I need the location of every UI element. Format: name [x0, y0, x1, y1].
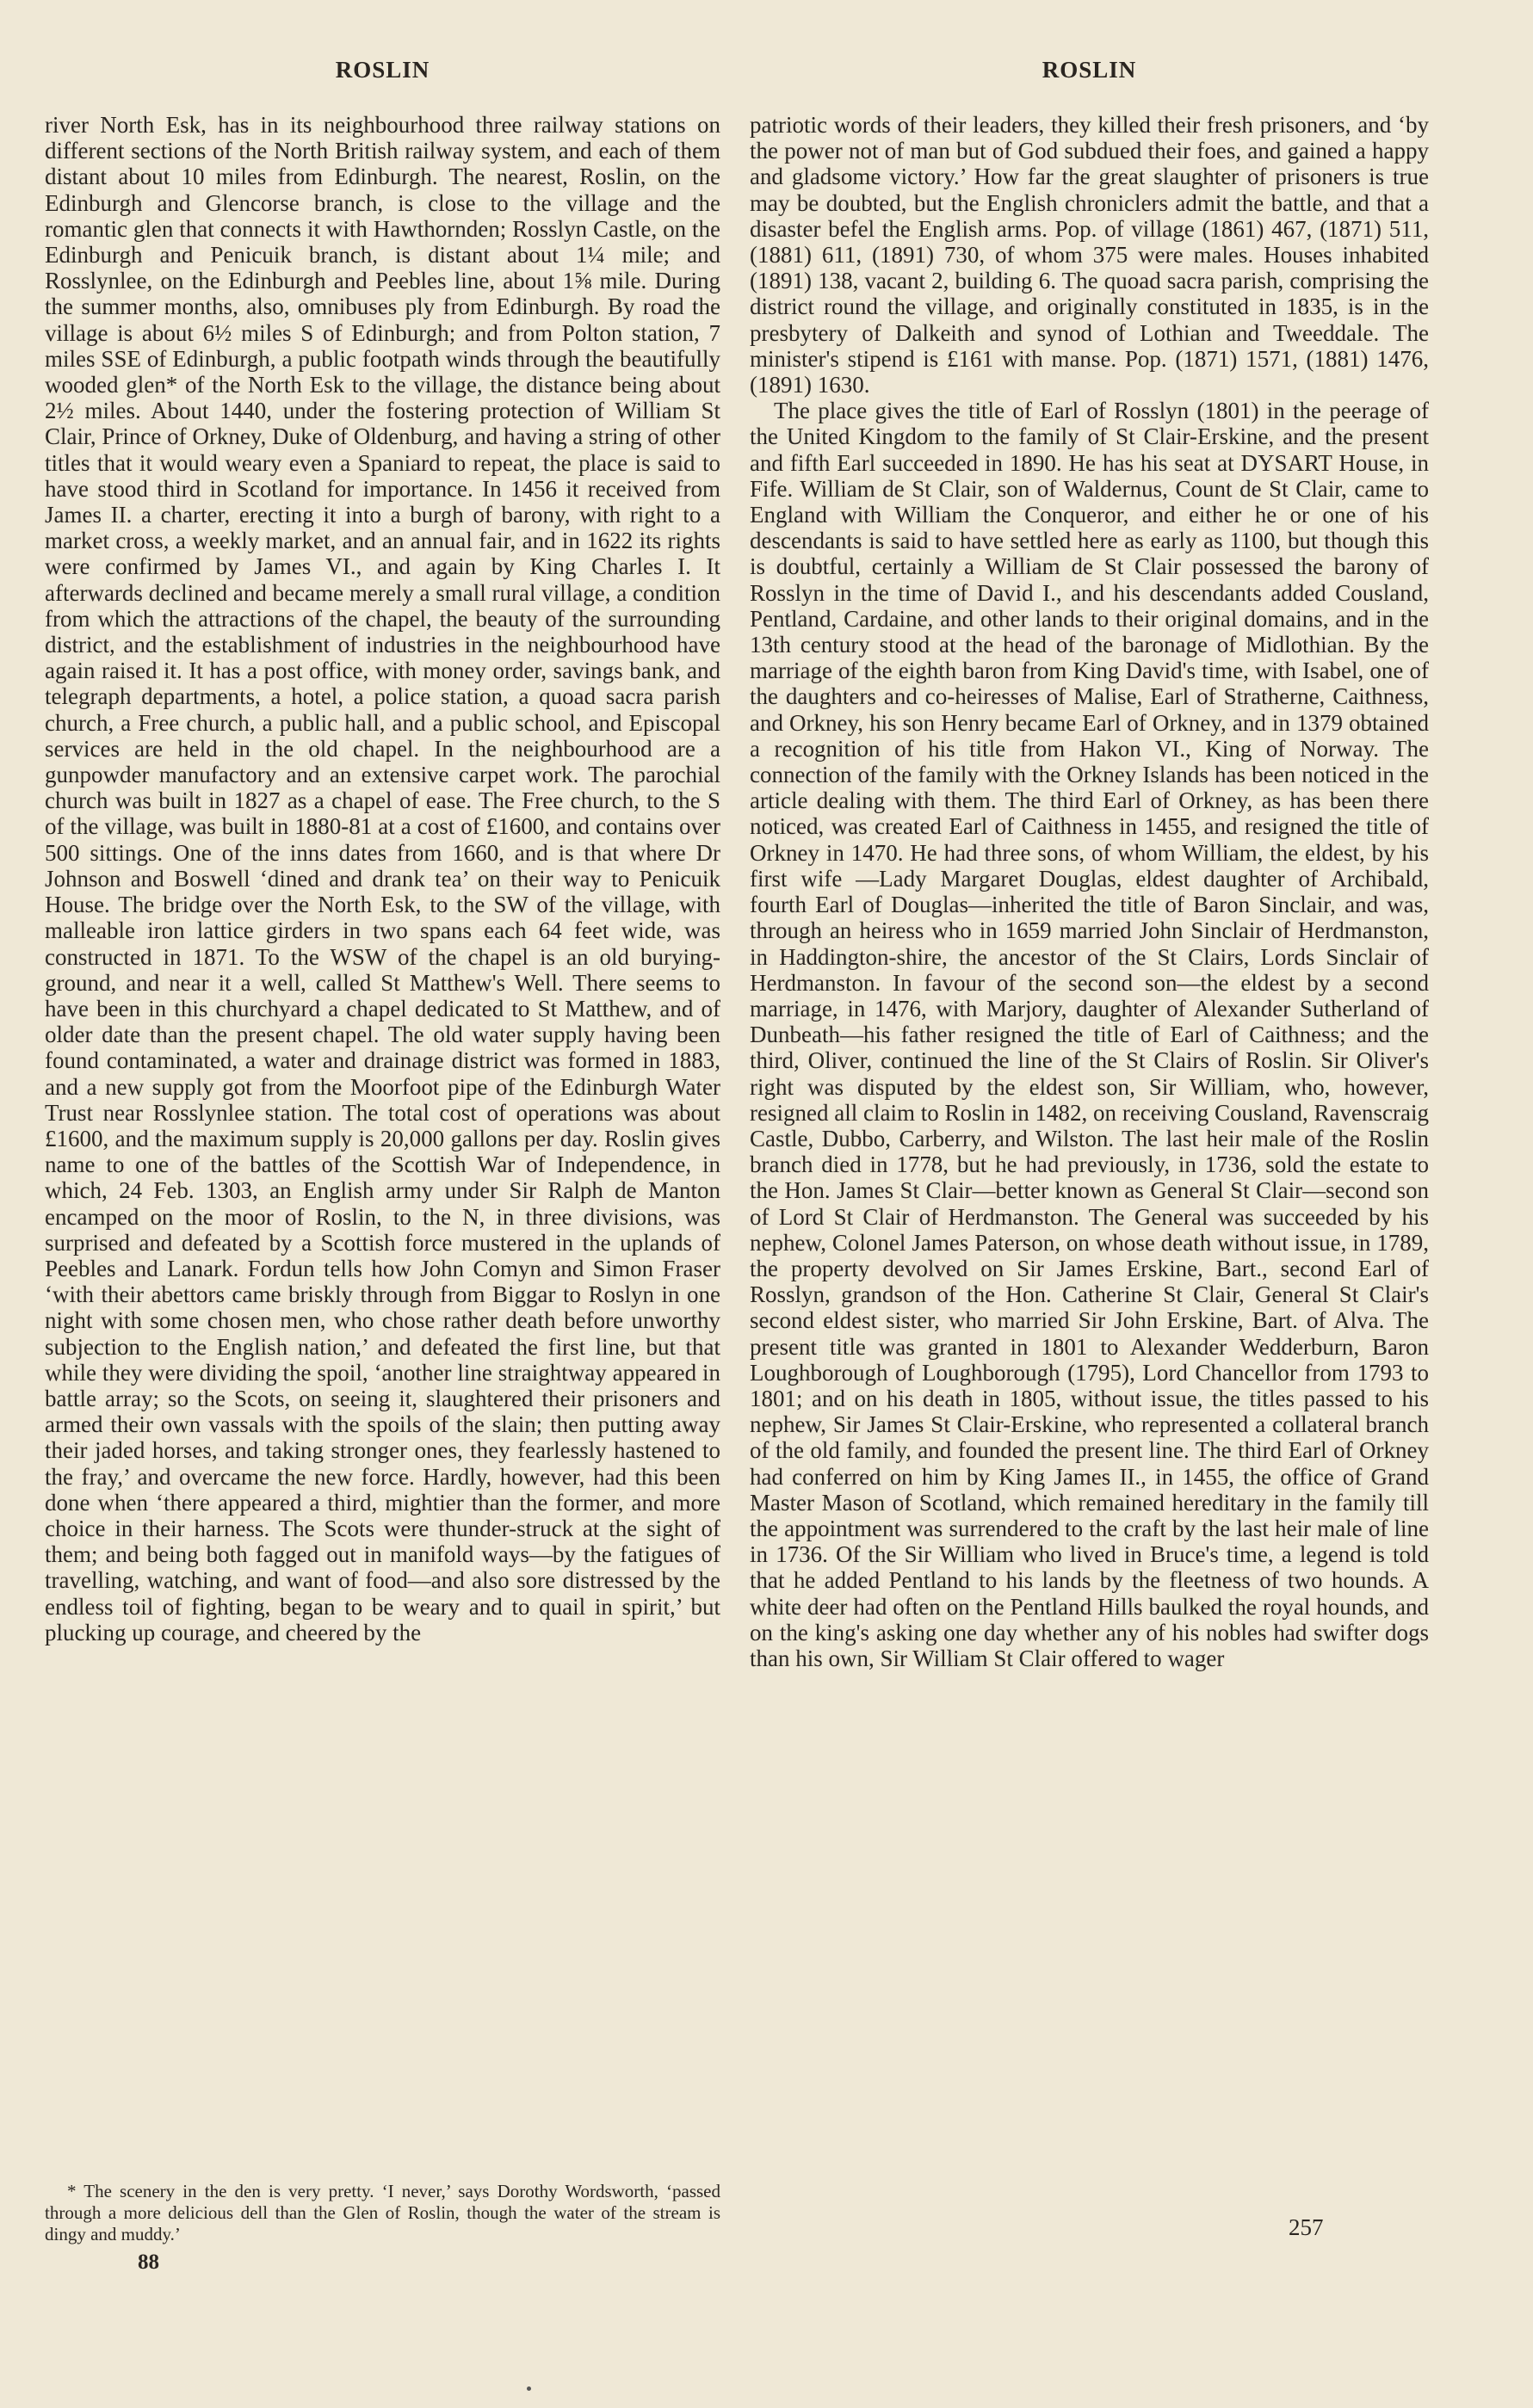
left-column [45, 0, 720, 2408]
right-column [750, 0, 1429, 2408]
running-head-left: ROSLIN [335, 57, 430, 83]
running-head-right: ROSLIN [1042, 57, 1137, 83]
left-column-body [45, 112, 720, 1645]
right-column-body [750, 112, 1429, 1671]
page-number-right: 257 [1289, 2214, 1324, 2240]
paragraph: patriotic words of their leaders, they killed their fresh prisoners, and ‘by the power not of man but of God subdued their foes, and gained a happy and gladsome victory.’ How far the great slaughter of prisoners is true may be doubted, but the English chroniclers admit the battle, and that a disaster befel the English arms. Pop. of village (1861) 467, (1871) 511, (1881) 611, (1891) 730, of whom 375 were males. Houses inhabited (1891) 138, vacant 2, building 6. The quoad sacra parish, comprising the district round the village, and originally constituted in 1835, is in the presbytery of Dalkeith and synod of Lothian and Tweeddale. The minister's stipend is £161 with manse. Pop. (1871) 1571, (1881) 1476, (1891) 1630. [750, 112, 1429, 398]
paragraph: The place gives the title of Earl of Rosslyn (1801) in the peerage of the United Kingdom to the family of St Clair-Erskine, and the present and fifth Earl succeeded in 1890. He has his seat at DYSART House, in Fife. William de St Clair, son of Waldernus, Count de St Clair, came to England with William the Conqueror, and either he or one of his descendants is said to have settled here as early as 1100, but though this is doubtful, certainly a William de St Clair possessed the barony of Rosslyn in the time of David I., and his descendants added Cousland, Pentland, Cardaine, and other lands to their original domains, and in the 13th century stood at the head of the baronage of Midlothian. By the marriage of the eighth baron from King David's time, with Isabel, one of the daughters and co-heiresses of Malise, Earl of Stratherne, Caithness, and Orkney, his son Henry became Earl of Orkney, and in 1379 obtained a recognition of his title from Hakon VI., King of Norway. The connection of the family with the Orkney Islands has been noticed in the article dealing with them. The third Earl of Orkney, as has been there noticed, was created Earl of Caithness in 1455, and resigned the title of Orkney in 1470. He had three sons, of whom William, the eldest, by his first wife —Lady Margaret Douglas, eldest daughter of Archibald, fourth Earl of Douglas—inherited the title of Baron Sinclair, and was, through an heiress who in 1659 married John Sinclair of Herdmanston, in Haddington-shire, the ancestor of the St Clairs, Lords Sinclair of Herdmanston. In favour of the second son—the eldest by a second marriage, in 1476, with Marjory, daughter of Alexander Sutherland of Dunbeath—his father resigned the title of Earl of Caithness; and the third, Oliver, continued the line of the St Clairs of Roslin. Sir Oliver's right was disputed by the eldest son, Sir William, who, however, resigned all claim to Roslin in 1482, on receiving Cousland, Ravenscraig Castle, Dubbo, Carberry, and Wilston. The last heir male of the Roslin branch died in 1778, but he had previously, in 1736, sold the estate to the Hon. James St Clair—better known as General St Clair—second son of Lord St Clair of Herdmanston. The General was succeeded by his nephew, Colonel James Paterson, on whose death without issue, in 1789, the property devolved on Sir James Erskine, Bart., second Earl of Rosslyn, grandson of the Hon. Catherine St Clair, General St Clair's second eldest sister, who married Sir John Erskine, Bart. of Alva. The present title was granted in 1801 to Alexander Wedderburn, Baron Loughborough of Loughborough (1795), Lord Chancellor from 1793 to 1801; and on his death in 1805, without issue, the titles passed to his nephew, Sir James St Clair-Erskine, who represented a collateral branch of the old family, and founded the present line. The third Earl of Orkney had conferred on him by King James II., in 1455, the office of Grand Master Mason of Scotland, which remained hereditary in the family till the appointment was surrendered to the craft by the last heir male of line in 1736. Of the Sir William who lived in Bruce's time, a legend is told that he added Pentland to his lands by the fleetness of two hounds. A white deer had often on the Pentland Hills baulked the royal hounds, and on the king's asking one day whether any of his nobles had swifter dogs than his own, Sir William St Clair offered to wager [750, 398, 1429, 1671]
scan-speck [527, 2386, 531, 2391]
paragraph: river North Esk, has in its neighbourhood three railway stations on different sections of the North British railway system, and each of them distant about 10 miles from Edinburgh. The nearest, Roslin, on the Edinburgh and Glencorse branch, is close to the village and the romantic glen that connects it with Hawthornden; Rosslyn Castle, on the Edinburgh and Penicuik branch, is distant about 1¼ mile; and Rosslynlee, on the Edinburgh and Peebles line, about 1⅝ mile. During the summer months, also, omnibuses ply from Edinburgh. By road the village is about 6½ miles S of Edinburgh; and from Polton station, 7 miles SSE of Edinburgh, a public footpath winds through the beautifully wooded glen* of the North Esk to the village, the distance being about 2½ miles. About 1440, under the fostering protection of William St Clair, Prince of Orkney, Duke of Oldenburg, and having a string of other titles that it would weary even a Spaniard to repeat, the place is said to have stood third in Scotland for importance. In 1456 it received from James II. a charter, erecting it into a burgh of barony, with right to a market cross, a weekly market, and an annual fair, and in 1622 its rights were confirmed by James VI., and again by King Charles I. It afterwards declined and became merely a small rural village, a condition from which the attractions of the chapel, the beauty of the surrounding district, and the establishment of industries in the neighbourhood have again raised it. It has a post office, with money order, savings bank, and telegraph departments, a hotel, a police station, a quoad sacra parish church, a Free church, a public hall, and a public school, and Episcopal services are held in the old chapel. In the neighbourhood are a gunpowder manufactory and an extensive carpet work. The parochial church was built in 1827 as a chapel of ease. The Free church, to the S of the village, was built in 1880-81 at a cost of £1600, and contains over 500 sittings. One of the inns dates from 1660, and is that where Dr Johnson and Boswell ‘dined and drank tea’ on their way to Penicuik House. The bridge over the North Esk, to the SW of the village, with malleable iron lattice girders in two spans each 64 feet wide, was constructed in 1871. To the WSW of the chapel is an old burying-ground, and near it a well, called St Matthew's Well. There seems to have been in this churchyard a chapel dedicated to St Matthew, and of older date than the present chapel. The old water supply having been found contaminated, a water and drainage district was formed in 1883, and a new supply got from the Moorfoot pipe of the Edinburgh Water Trust near Rosslynlee station. The total cost of operations was about £1600, and the maximum supply is 20,000 gallons per day. Roslin gives name to one of the battles of the Scottish War of Independence, in which, 24 Feb. 1303, an English army under Sir Ralph de Manton encamped on the moor of Roslin, to the N, in three divisions, was surprised and defeated by a Scottish force mustered in the uplands of Peebles and Lanark. Fordun tells how John Comyn and Simon Fraser ‘with their abettors came briskly through from Biggar to Roslyn in one night with some chosen men, who chose rather death before unworthy subjection to the English nation,’ and defeated the first line, but that while they were dividing the spoil, ‘another line straightway appeared in battle array; so the Scots, on seeing it, slaughtered their prisoners and armed their own vassals with the spoils of the slain; then putting away their jaded horses, and taking stronger ones, they fearlessly hastened to the fray,’ and overcame the new force. Hardly, however, had this been done when ‘there appeared a third, mightier than the former, and more choice in their harness. The Scots were thunder-struck at the sight of them; and being both fagged out in manifold ways—by the fatigues of travelling, watching, and want of food—and also sore distressed by the endless toil of fighting, began to be weary and to quail in spirit,’ but plucking up courage, and cheered by the [45, 112, 720, 1645]
page-number-left: 88 [138, 2251, 159, 2274]
footnote: * The scenery in the den is very pretty. ‘I never,’ says Dorothy Wordsworth, ‘passed through a more delicious dell than the Glen of Roslin, though the water of the stream is dingy and muddy.’ [45, 2181, 720, 2244]
